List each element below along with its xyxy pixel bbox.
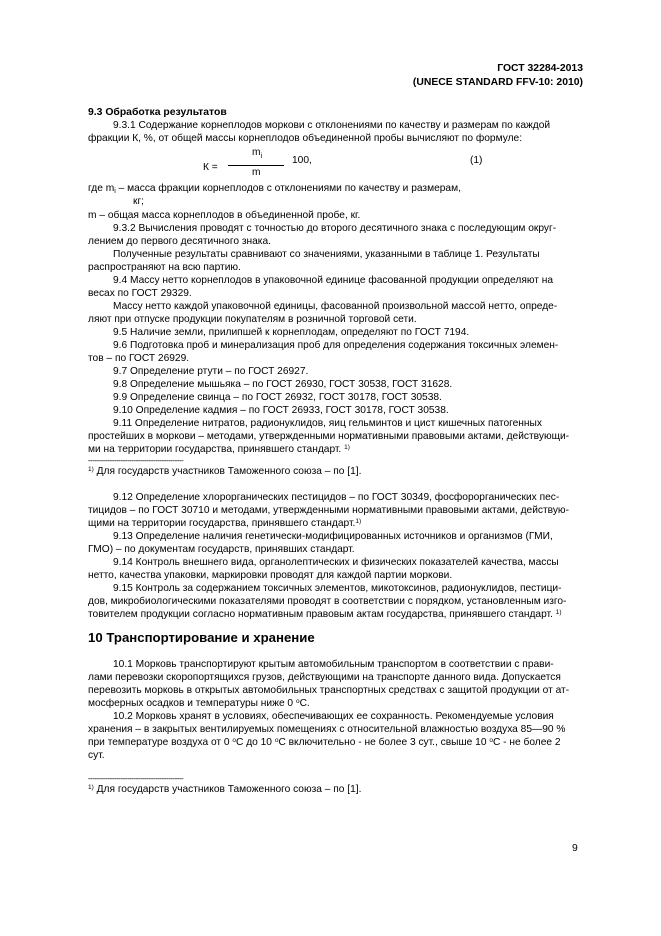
para-10-1-line4: мосферных осадков и температуры ниже 0 $^о$С. bbox=[88, 698, 310, 709]
para-9-4-line2: весах по ГОСТ 29329. bbox=[88, 288, 192, 299]
where-line1: где $m^i$ – масса фракции корнеплодов с отклонениями по качеству и размерам, bbox=[88, 183, 461, 195]
para-9-13-line1: 9.13 Определение наличия генетически-модифицированных источников и организмов (ГМИ, bbox=[113, 531, 553, 542]
para-9-12-line2: тицидов – по ГОСТ 30710 и методами, утвержденными нормативными правовыми актами, действую- bbox=[88, 505, 569, 516]
formula-multiplier: 100, bbox=[292, 155, 312, 166]
footnote-1-repeat: $^{1)}$ Для государств участников Таможенного союза – по [1]. bbox=[88, 784, 362, 795]
footnote-separator-2: -------------------------------------------- bbox=[88, 774, 184, 783]
para-9-4-line1: 9.4 Массу нетто корнеплодов в упаковочной единице фасованной продукции определяют на bbox=[113, 275, 554, 286]
footnote-1: $^{1)}$ Для государств участников Таможенного союза – по [1]. bbox=[88, 466, 362, 477]
para-9-14-line2: нетто, качества упаковки, маркировки проводят для каждой партии моркови. bbox=[88, 570, 453, 581]
standard-code: ГОСТ 32284-2013 bbox=[497, 63, 583, 74]
para-9-15-line3: товителем продукции согласно нормативным правовым актам государства, принявшего стандарт. $^{1)}$ bbox=[88, 609, 562, 620]
para-9-9: 9.9 Определение свинца – по ГОСТ 26932, ГОСТ 30178, ГОСТ 30538. bbox=[113, 392, 442, 403]
formula-lhs: К = bbox=[203, 162, 218, 173]
para-net-line2: ляют при отпуске продукции покупателям в розничной торговой сети. bbox=[88, 314, 417, 325]
formula-numerator: $m^i$ bbox=[252, 147, 263, 160]
para-9-3-2-line2: лением до первого десятичного знака. bbox=[88, 236, 271, 247]
footnote-ref: 1) bbox=[555, 609, 562, 616]
para-10-2-line3: при температуре воздуха от 0 $^о$С до 10 $^о$С включительно - не более 3 сут., свыше 10 $^о$С - не более 2 bbox=[88, 737, 561, 748]
para-9-3-1-line1: 9.3.1 Содержание корнеплодов моркови с отклонениями по качеству и размерам по каждой bbox=[113, 120, 551, 131]
footnote-separator: -------------------------------------------- bbox=[88, 456, 184, 465]
para-9-11-line1: 9.11 Определение нитратов, радионуклидов, яиц гельминтов и цист кишечных патогенных bbox=[113, 418, 542, 429]
para-9-10: 9.10 Определение кадмия – по ГОСТ 26933, ГОСТ 30178, ГОСТ 30538. bbox=[113, 405, 449, 416]
formula-denominator: m bbox=[252, 167, 261, 178]
where-line2: m – общая масса корнеплодов в объединенной пробе, кг. bbox=[88, 210, 361, 221]
para-9-3-1-line2: фракции К, %, от общей массы корнеплодов объединенной пробы вычисляют по формуле: bbox=[88, 133, 523, 144]
para-9-5: 9.5 Наличие земли, прилипшей к корнеплодам, определяют по ГОСТ 7194. bbox=[113, 327, 470, 338]
para-comparison-line1: Полученные результаты сравнивают со значениями, указанными в таблице 1. Результаты bbox=[113, 249, 540, 260]
formula-number: (1) bbox=[470, 155, 483, 166]
page-number: 9 bbox=[572, 843, 578, 854]
para-comparison-line2: распространяют на всю партию. bbox=[88, 262, 241, 273]
para-10-1-line3: перевозить морковь в открытых автомобильных транспортных средствах с защитой продукции от ат- bbox=[88, 685, 570, 696]
section-10-title: 10 Транспортирование и хранение bbox=[88, 630, 315, 645]
footnote-ref: 1) bbox=[344, 444, 350, 451]
para-9-7: 9.7 Определение ртути – по ГОСТ 26927. bbox=[113, 366, 309, 377]
para-9-11-line2: простейших в моркови – методами, утвержденными нормативными правовыми актами, действующи- bbox=[88, 431, 570, 442]
standard-reference: (UNECE STANDARD FFV-10: 2010) bbox=[412, 77, 583, 88]
section-9-3-title: 9.3 Обработка результатов bbox=[88, 107, 227, 118]
para-9-3-2-line1: 9.3.2 Вычисления проводят с точностью до второго десятичного знака с последующим округ- bbox=[113, 223, 557, 234]
para-net-line1: Массу нетто каждой упаковочной единицы, фасованной произвольной массой нетто, опреде- bbox=[113, 301, 558, 312]
para-9-12-line3: щими на территории государства, принявшего стандарт.$^{1)}$ bbox=[88, 518, 362, 529]
para-10-1-line2: лами перевозки скоропортящихся грузов, действующими на транспорте данного вида. Допускается bbox=[88, 672, 561, 683]
where-unit: кг; bbox=[133, 196, 145, 207]
para-9-14-line1: 9.14 Контроль внешнего вида, органолептических и физических показателей качества, массы bbox=[113, 557, 559, 568]
para-10-2-line1: 10.2 Морковь хранят в условиях, обеспечивающих ее сохранность. Рекомендуемые условия bbox=[113, 711, 554, 722]
para-10-1-line1: 10.1 Морковь транспортируют крытым автомобильным транспортом в соответствии с прави- bbox=[113, 659, 554, 670]
para-9-8: 9.8 Определение мышьяка – по ГОСТ 26930, ГОСТ 30538, ГОСТ 31628. bbox=[113, 379, 453, 390]
footnote-ref: 1) bbox=[355, 518, 362, 525]
para-9-15-line2: дов, микробиологическими показателями проводят в соответствии с порядком, установленным изго- bbox=[88, 596, 567, 607]
para-9-6-line1: 9.6 Подготовка проб и минерализация проб для определения содержания токсичных элемен- bbox=[113, 340, 559, 351]
para-9-12-line1: 9.12 Определение хлорорганических пестицидов – по ГОСТ 30349, фосфорорганических пес- bbox=[113, 492, 560, 503]
para-9-13-line2: ГМО) – по документам государств, принявших стандарт. bbox=[88, 544, 355, 555]
para-10-2-line4: сут. bbox=[88, 750, 105, 761]
para-9-15-line1: 9.15 Контроль за содержанием токсичных элементов, микотоксинов, радионуклидов, пестици- bbox=[113, 583, 562, 594]
para-10-2-line2: хранения – в закрытых вентилируемых помещениях с относительной влажностью воздуха 85—90 % bbox=[88, 724, 566, 735]
para-9-11-line3: ми на территории государства, принявшего стандарт. $^{1)}$ bbox=[88, 444, 350, 455]
para-9-6-line2: тов – по ГОСТ 26929. bbox=[88, 353, 190, 364]
